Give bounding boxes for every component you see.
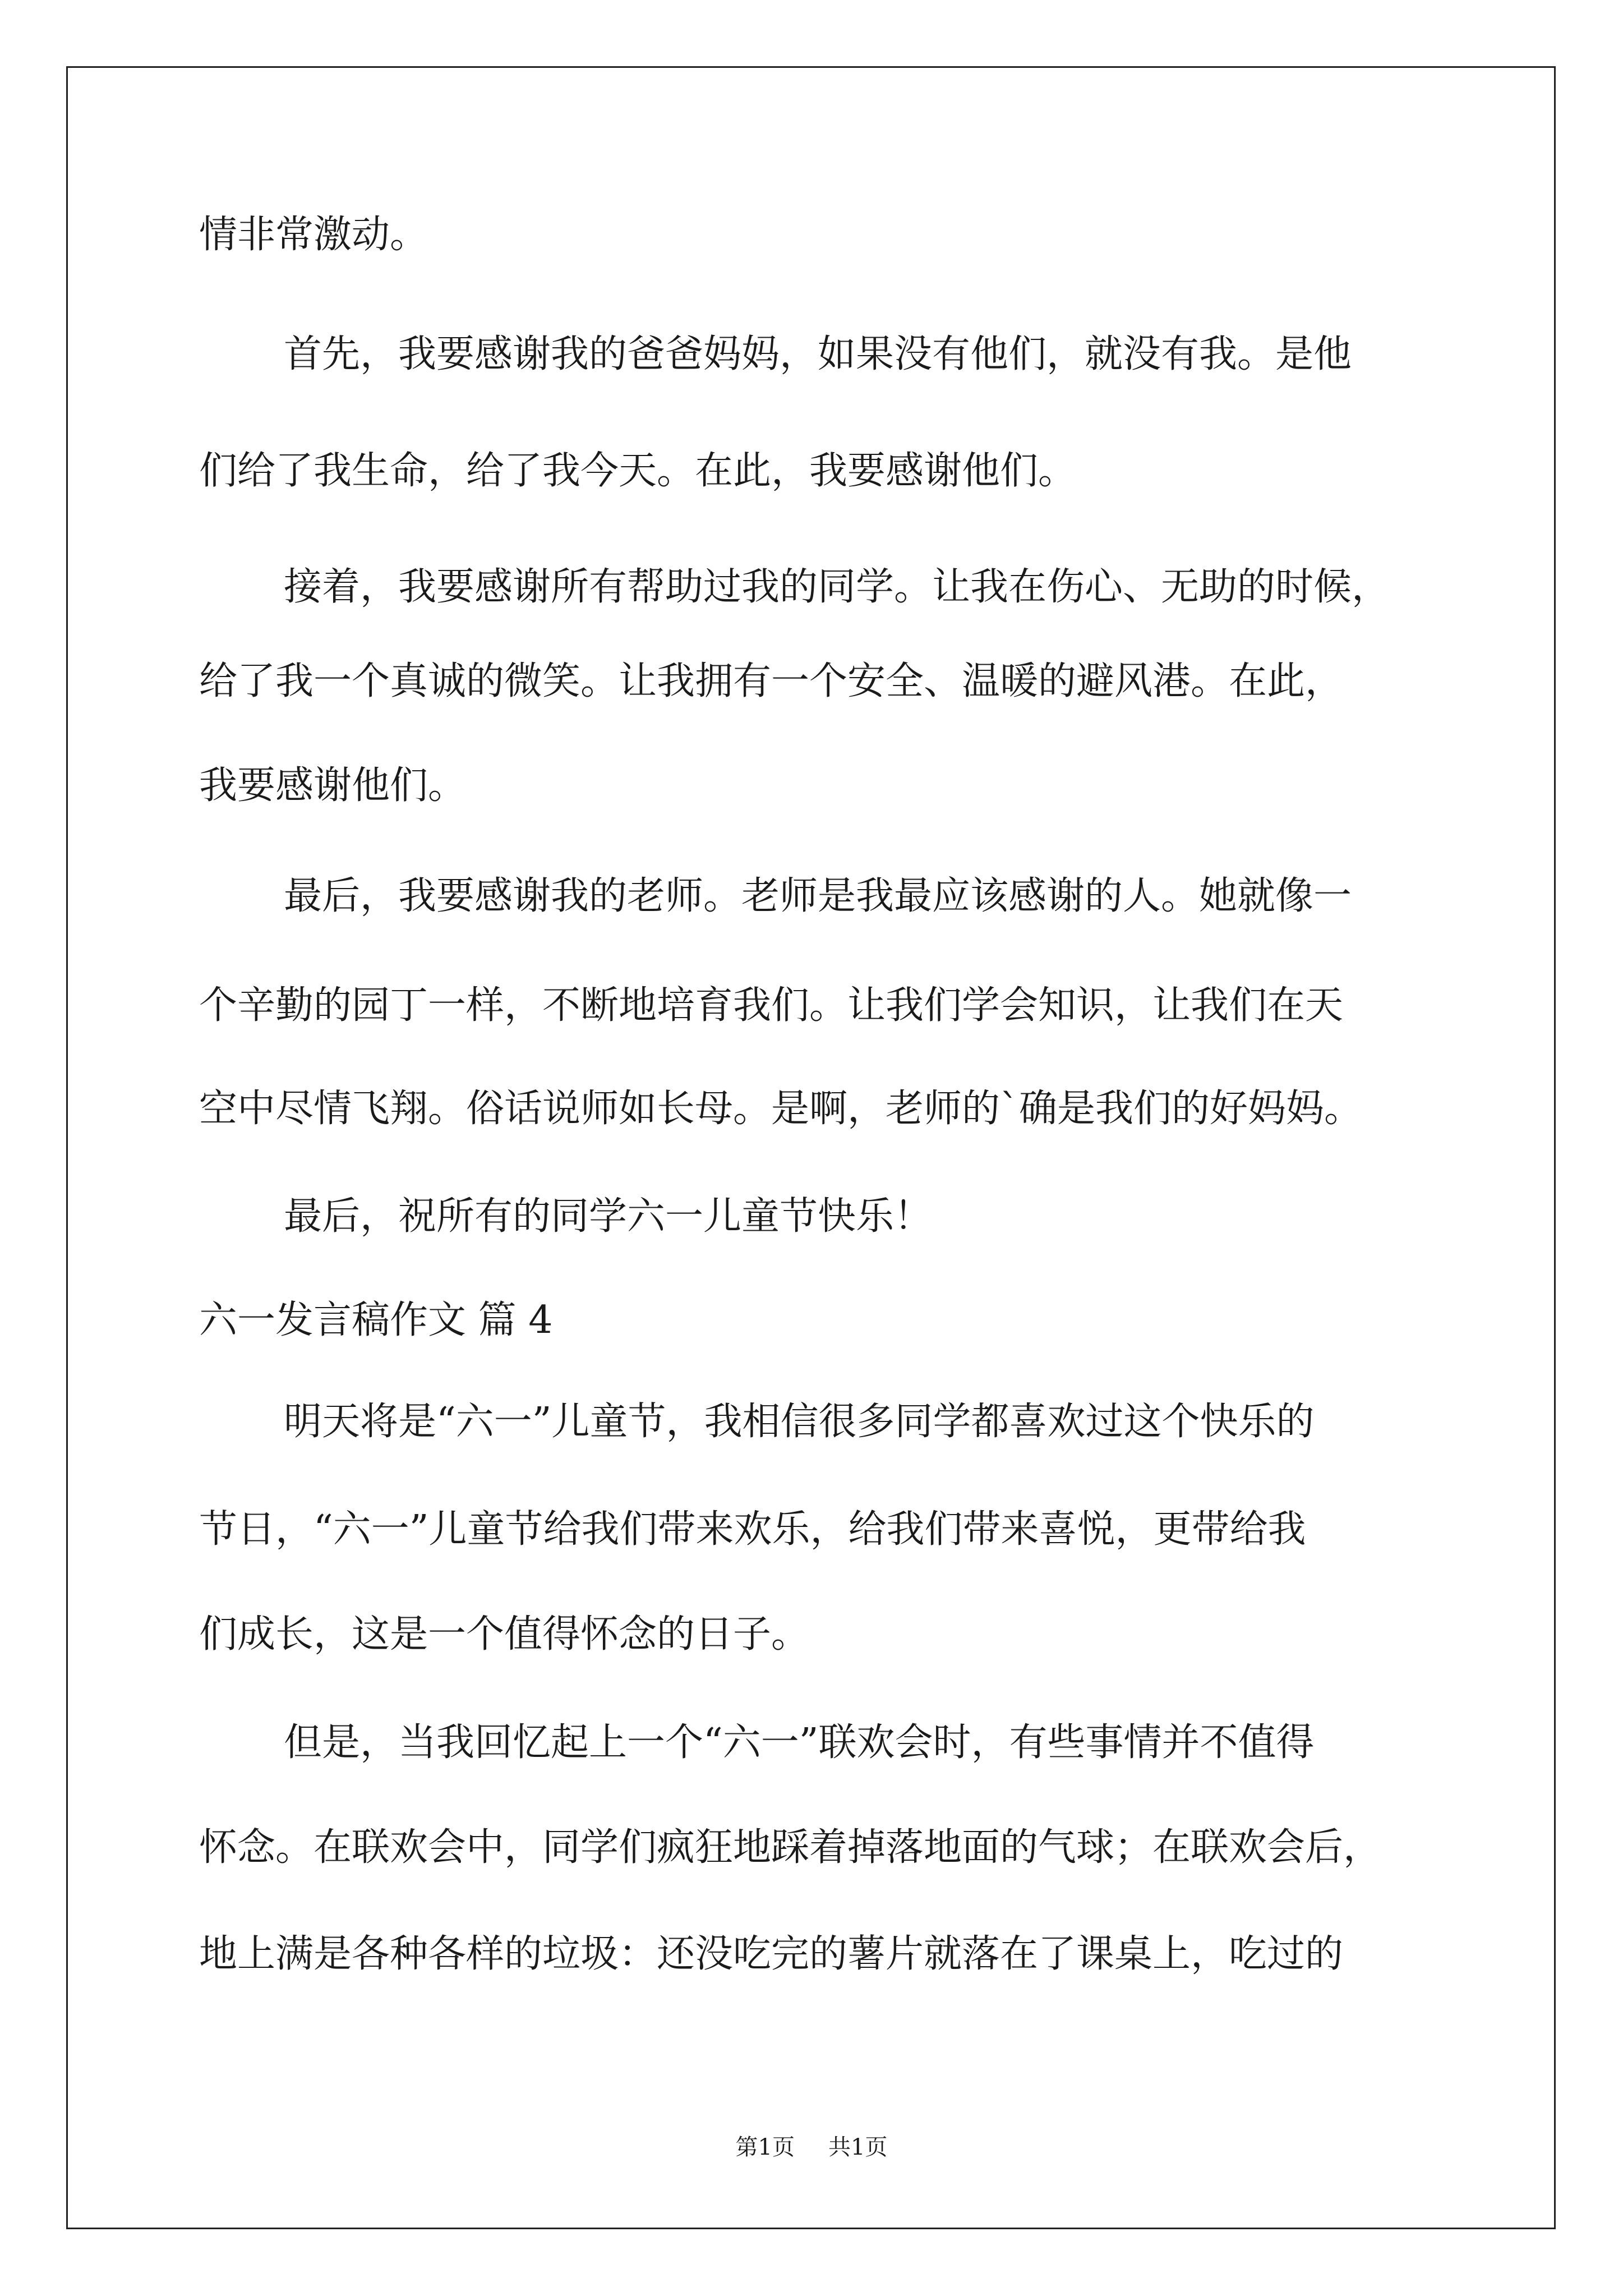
paragraph-line: 我要感谢他们。 [199, 763, 467, 808]
paragraph-line: 最后，祝所有的同学六一儿童节快乐！ [284, 1194, 933, 1239]
page-total: 共1页 [828, 2134, 888, 2160]
page-border [66, 66, 1556, 2229]
paragraph-line: 怀念。在联欢会中，同学们疯狂地踩着掉落地面的气球；在联欢会后， [199, 1825, 1382, 1870]
paragraph-line: 节日，“六一”儿童节给我们带来欢乐，给我们带来喜悦，更带给我 [199, 1507, 1306, 1552]
paragraph-line: 给了我一个真诚的微笑。让我拥有一个安全、温暖的避风港。在此， [199, 659, 1344, 703]
paragraph-line: 接着，我要感谢所有帮助过我的同学。让我在伤心、无助的时候， [284, 565, 1390, 609]
paragraph-line: 地上满是各种各样的垃圾：还没吃完的薯片就落在了课桌上，吃过的 [199, 1932, 1344, 1976]
paragraph-line: 最后，我要感谢我的老师。老师是我最应该感谢的人。她就像一 [284, 874, 1352, 918]
paragraph-line: 情非常激动。 [199, 213, 428, 257]
section-heading: 六一发言稿作文 篇 4 [199, 1298, 553, 1342]
paragraph-line: 但是，当我回忆起上一个“六一”联欢会时，有些事情并不值得 [284, 1720, 1315, 1765]
page-number: 第1页 [735, 2134, 795, 2160]
paragraph-line: 个辛勤的园丁一样，不断地培育我们。让我们学会知识，让我们在天 [199, 983, 1344, 1028]
paragraph-line: 们成长，这是一个值得怀念的日子。 [199, 1612, 810, 1657]
paragraph-line: 首先，我要感谢我的爸爸妈妈，如果没有他们，就没有我。是他 [284, 332, 1352, 376]
paragraph-line: 们给了我生命，给了我今天。在此，我要感谢他们。 [199, 449, 1077, 493]
paragraph-line: 空中尽情飞翔。俗话说师如长母。是啊，老师的`确是我们的好妈妈。 [199, 1087, 1363, 1131]
paragraph-line: 明天将是“六一”儿童节，我相信很多同学都喜欢过这个快乐的 [284, 1400, 1315, 1444]
page-footer [0, 2129, 1623, 2161]
